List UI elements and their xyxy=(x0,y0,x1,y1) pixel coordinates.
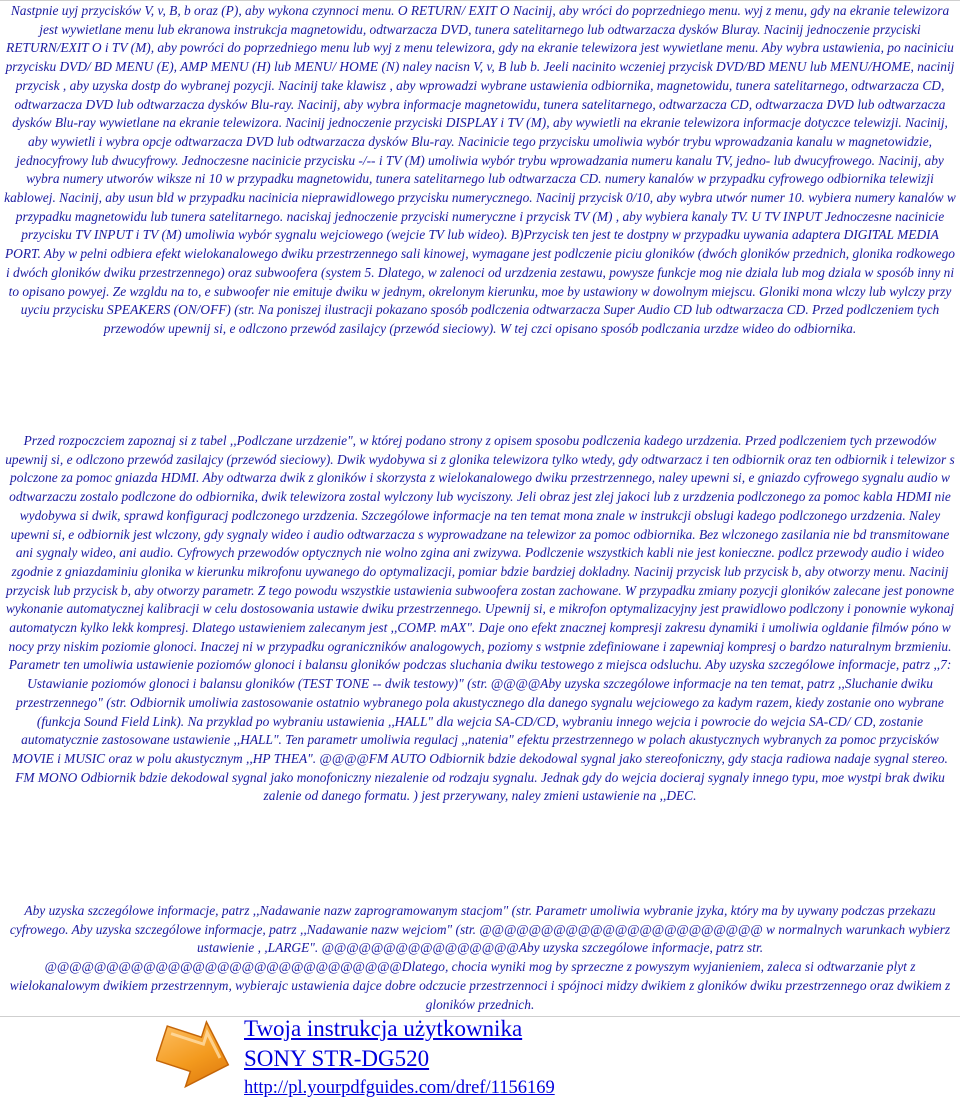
footer xyxy=(0,1010,960,1113)
manual-text-block-1: Nastpnie uyj przycisków V, v, B, b oraz (P), aby wykona czynnoci menu. O RETURN/ EXIT O Nacinij, aby wróci do poprzedniego menu. wyj z menu, gdy na ekranie telewizora jest wywietlane menu lub ekranowa instrukcja magnetowidu, odtwarzacza DVD, tunera satelitarnego lub odtwarzacza dysków Bluray. Nacinij jednoczenie przyciski RETURN/EXIT O i TV (M), aby powróci do poprzedniego menu lub wyj z menu telewizora, gdy na ekranie telewizora jest wywietlane menu. Aby wybra ustawienia, po naciniciu przycisku DVD/ BD MENU (E), AMP MENU (H) lub MENU/ HOME (N) naley nacisn V, v, B lub b. Jeeli nacinito wczeniej przycisk DVD/BD MENU lub MENU/HOME, nacinij przycisk , aby uzyska dostp do wybranej pozycji. Nacinij take klawisz , aby wprowadzi wybrane ustawienia odbiornika, magnetowidu, tunera satelitarnego, odtwarzacza CD, odtwarzacza DVD lub odtwarzacza dysków Blu-ray. Nacinij, aby wybra informacje magnetowidu, tunera satelitarnego, odtwarzacza CD, odtwarzacza DVD lub odtwarzacza dysków Blu-ray wywietlane na ekranie telewizora. Nacinij jednoczenie przyciski DISPLAY i TV (M), aby wywietli na ekranie telewizora informacje dotyczce telewizji. Nacinij, aby wywietli i wybra opcje odtwarzacza DVD lub odtwarzacza dysków Blu-ray. Nacinicie tego przycisku umoliwia wybór trybu wprowadzania kanalu w magnetowidzie, jednocyfrowy lub dwucyfrowy. Jednoczesne nacinicie przycisku -/-- i TV (M) umoliwia wybór trybu wprowadzania numeru kanalu TV, jedno- lub dwucyfrowego. Nacinij, aby wybra numery utworów wiksze ni 10 w przypadku magnetowidu, tunera satelitarnego lub odtwarzacza CD. numery kanalów w przypadku cyfrowego odbiornika telewizji kablowej. Nacinij, aby usun bld w przypadku nacinicia nieprawidlowego przycisku numerycznego. Nacinij przycisk 0/10, aby wybra utwór numer 10. wybiera numery kanalów w przypadku magnetowidu lub tunera satelitarnego. naciskaj jednoczenie przyciski numeryczne i przycisk TV (M) , aby wybiera kanaly TV. U TV INPUT Jednoczesne nacinicie przycisku TV INPUT i TV (M) umoliwia wybór sygnalu wejciowego (wejcie TV lub wideo). B)Przycisk ten jest te dostpny w przypadku uywania adaptera DIGITAL MEDIA PORT. Aby w pelni odbiera efekt wielokanalowego dwiku przestrzennego sali kinowej, wymagane jest podlczenie piciu gloników (dwóch gloników przednich, glonika rodkowego i dwóch gloników dwiku przestrzennego) oraz subwoofera (system 5. Dlatego, w zalenoci od urzdzenia zestawu, powysze funkcje mog nie dziala lub mog dziala w sposób inny ni to opisano powyej. Ze wzgldu na to, e subwoofer nie emituje dwiku w jednym, okrelonym kierunku, moe by ustawiony w dowolnym miejscu. Gloniki mona wlczy lub wylczy przy uyciu przycisku SPEAKERS (ON/OFF) (str. Na poniszej ilustracji pokazano sposób podlczenia odtwarzacza Super Audio CD lub odtwarzacza CD. Przed podlczeniem tych przewodów upewnij si, e odlczono przewód zasilajcy (przewód sieciowy). W tej czci opisano sposób podlczania urzdze wideo do odbiornika. xyxy=(4,3,956,336)
url-link[interactable]: http://pl.yourpdfguides.com/dref/1156169 xyxy=(244,1078,555,1098)
manual-text-block-3: Aby uzyska szczególowe informacje, patrz ,,Nadawanie nazw zaprogramowanym stacjom" (str. Parametr umoliwia wybranie jzyka, który ma by uywany podczas przekazu cyfrowego. Aby uzyska szczególowe informacje, patrz ,,Nadawanie nazw wejciom" (str. @@@@@@@@@@@@@@@@@@@@@@@ w normalnych warunkach wybierz ustawienie , ,LARGE". @@@@@@@@@@@@@@@@Aby uzyska szczególowe informacje, patrz str. @@@@@@@@@@@@@@@@@@@@@@@@@@@@@Dlatego, chocia wyniki mog by sprzeczne z powyszym wyjanieniem, zaleca si odtwarzanie plyt z wielokanalowym dwikiem przestrzennym, wybierajc ustawienia dajce dobre odczucie przestrzennoci i spójnoci midzy dwikiem z gloników dwiku przestrzennego oraz dwikiem z gloników przednich. xyxy=(9,903,951,1012)
page-top-border xyxy=(0,0,960,1)
manual-title-link[interactable]: Twoja instrukcja użytkownika xyxy=(244,1016,523,1041)
orange-arrow-icon xyxy=(156,1016,234,1092)
manual-text-block-2: Przed rozpoczciem zapoznaj si z tabel ,,Podlczane urzdzenie", w której podano strony z opisem sposobu podlczenia kadego urzdzenia. Przed podlczeniem tych przewodów upewnij si, e odlczono przewód zasilajcy (przewód sieciowy). Dwik wydobywa si z glonika telewizora tylko wtedy, gdy odtwarzacz i ten odbiornik oraz ten odbiornik i telewizor s polczone za pomoc gniazda HDMI. Aby odtwarza dwik z gloników i skorzysta z wielokanalowego dwiku przestrzennego, naley upewni si, e gniazdo cyfrowego sygnalu audio w odtwarzaczu zostalo podlczone do odbiornika, dwik telewizora zostal wylczony lub wyciszony. Jeli obraz jest zlej jakoci lub z urzdzenia podlczonego za pomoc kabla HDMI nie wydobywa si dwik, sprawd konfiguracj podlczonego urzdzenia. Szczególowe informacje na ten temat mona znale w instrukcji obslugi kadego podlczonego urzdzenia. Naley upewni si, e odbiornik jest wlczony, gdy sygnaly wideo i audio odtwarzacza s wyprowadzane na telewizor za pomoc odbiornika. Bez wlczonego zasilania nie bd transmitowane ani sygnaly wideo, ani audio. Cyfrowych przewodów optycznych nie wolno zgina ani zwizywa. Podlczenie wszystkich kabli nie jest konieczne. podlcz przewody audio i wideo zgodnie z gniazdaminiu glonika w kierunku mikrofonu uywanego do optymalizacji, pomiar bdzie bardziej dokladny. Nacinij przycisk lub przycisk b, aby otworzy menu. Nacinij przycisk lub przycisk b, aby otworzy parametr. Z tego powodu wszystkie ustawienia subwoofera zostan zachowane. W przypadku zmiany pozycji gloników zalecane jest ponowne wykonanie automatycznej kalibracji w celu dostosowania ustawie dwiku przestrzennego. Upewnij si, e mikrofon optymalizacyjny jest prawidlowo podlczony i ponownie wykonaj automatyczn kylko lekk kompresj. Dlatego ustawieniem zalecanym jest ,,COMP. mAX". Daje ono efekt znacznej kompresji zakresu dynamiki i umoliwia ogldanie filmów póno w nocy przy niskim poziomie glonoci. Inaczej ni w przypadku ograniczników analogowych, poziomy s wstpnie zdefiniowane i zapewniaj kompresj o bardzo naturalnym brzmieniu. Parametr ten umoliwia ustawienie poziomów glonoci i balansu gloników podczas sluchania dwiku testowego z miejsca odsluchu. Aby uzyska szczególowe informacje, patrz ,,7: Ustawianie poziomów glonoci i balansu gloników (TEST TONE -- dwik testowy)" (str. @@@@Aby uzyska szczególowe informacje na ten temat, patrz ,,Sluchanie dwiku przestrzennego" (str. Odbiornik umoliwia zastosowanie ostatnio wybranego pola akustycznego dla danego sygnalu wejciowego za kadym razem, kiedy zostanie ono wybrane (funkcja Sound Field Link). Na przyklad po wybraniu ustawienia ,,HALL" dla wejcia SA-CD/CD, wybraniu innego wejcia i powrocie do wejcia SA-CD/ CD, zostanie automatycznie zastosowane ustawienie ,,HALL". Ten parametr umoliwia regulacj ,,natenia" efektu przestrzennego w polach akustycznych wybranych za pomoc przycisków MOVIE i MUSIC oraz w polu akustycznym ,,HP THEA". @@@@FM AUTO Odbiornik bdzie dekodowal sygnal jako stereofoniczny, gdy stacja radiowa nadaje sygnal stereo. FM MONO Odbiornik bdzie dekodowal sygnal jako monofoniczny niezalenie od rodzaju sygnalu. Jednak gdy do wejcia docieraj sygnaly innego typu, moe wystpi brak dwiku zalenie od danego formatu. ) jest przerywany, naley zmieni ustawienie na ,,DEC. xyxy=(5,433,955,804)
model-link[interactable]: SONY STR-DG520 xyxy=(244,1046,430,1071)
